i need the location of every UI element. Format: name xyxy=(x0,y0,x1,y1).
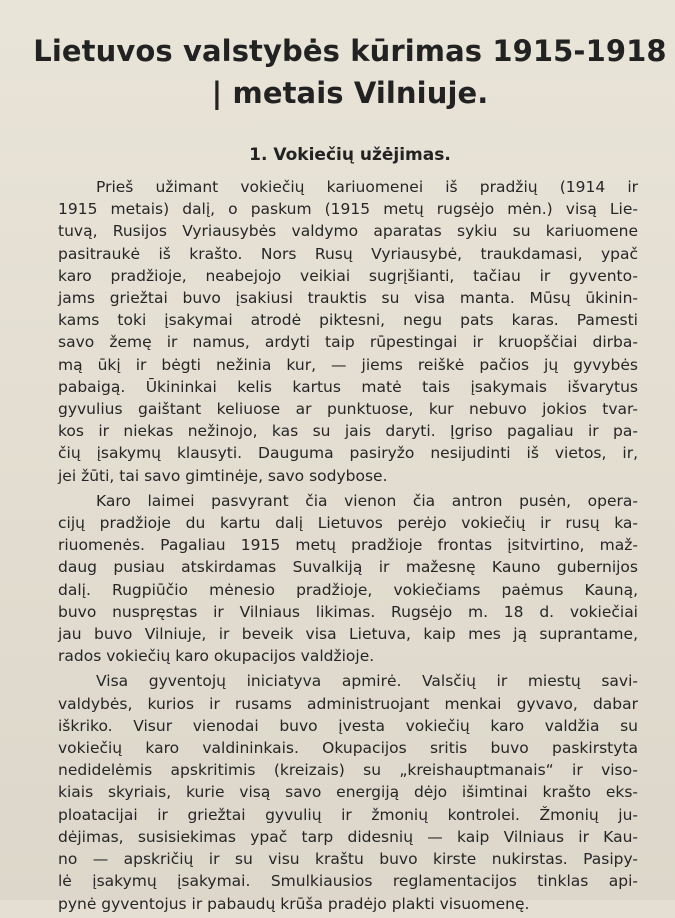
page-title xyxy=(30,30,670,114)
text-line: čių įsakymų klausyti. Dauguma pasiryžo nesijudinti iš vietos, ir, xyxy=(58,444,638,463)
text-line: pynė gyventojus ir pabaudų krūša pradėjo plakti visuomenę. xyxy=(58,894,530,913)
text-line: pasitraukė iš krašto. Nors Rusų Vyriausybė, traukdamasi, ypač xyxy=(58,244,638,263)
text-line: Visa gyventojų iniciatyva apmirė. Valsčių ir miestų savi- xyxy=(96,672,638,691)
text-line: buvo nuspręstas ir Vilniaus likimas. Rugsėjo m. 18 d. vokiečiai xyxy=(58,602,638,621)
text-line: savo žemę ir namus, ardyti taip rūpestingai ir kruopščiai dirba- xyxy=(58,333,638,352)
text-line: mą ūkį ir bėgti nežinia kur, — jiems reiškė pačios jų gyvybės xyxy=(58,355,638,374)
text-line: vokiečių karo valdininkais. Okupacijos sritis buvo paskirstyta xyxy=(58,739,638,758)
text-line: riuomenės. Pagaliau 1915 metų pradžioje frontas įsitvirtino, maž- xyxy=(58,536,638,555)
text-line: kos ir niekas nežinojo, kas su jais daryti. Įgriso pagaliau ir pa- xyxy=(58,422,638,441)
text-line: kams toki įsakymai atrodė piktesni, negu pats karas. Pamesti xyxy=(58,311,638,330)
text-line: Prieš užimant vokiečių kariuomenei iš pradžių (1914 ir xyxy=(96,178,638,196)
text-line: nedidelėmis apskritimis (kreizais) su „kreishauptmanais“ ir viso- xyxy=(58,761,638,780)
text-line: ploatacijai ir griežtai gyvulių ir žmonių kontrolei. Žmonių ju- xyxy=(58,805,638,824)
text-line: karo pradžioje, neabejojo veikiai sugrįšianti, tačiau ir gyvento- xyxy=(58,266,638,285)
paragraph-2 xyxy=(58,490,638,668)
text-line: jau buvo Vilniuje, ir beveik visa Lietuva, kaip mes ją suprantame, xyxy=(58,625,638,644)
title-line-1: Lietuvos valstybės kūrimas 1915-1918 xyxy=(33,34,667,68)
title-line-2: | metais Vilniuje. xyxy=(211,76,489,110)
paragraph-1 xyxy=(58,176,638,487)
text-line: rados vokiečių karo okupacijos valdžioje. xyxy=(58,647,375,666)
text-line: pabaigą. Ūkininkai kelis kartus matė tais įsakymais išvarytus xyxy=(58,377,638,396)
text-line: Karo laimei pasvyrant čia vienon čia antron pusėn, opera- xyxy=(96,491,638,510)
text-line: jams griežtai buvo įsakiusi trauktis su visa manta. Mūsų ūkinin- xyxy=(58,289,638,308)
text-line: dalį. Rugpiūčio mėnesio pradžioje, vokiečiams paėmus Kauną, xyxy=(58,580,638,599)
text-line: no — apskričių ir su visu kraštu buvo kirste nukirstas. Pasipy- xyxy=(58,850,638,869)
text-line: daug pusiau atskirdamas Suvalkiją ir mažesnę Kauno gubernijos xyxy=(58,558,638,577)
text-line: gyvulius gaištant keliuose ar punktuose, kur nebuvo jokios tvar- xyxy=(58,400,638,419)
text-line: dėjimas, susisiekimas ypač tarp didesnių — kaip Vilniaus ir Kau- xyxy=(58,827,638,846)
text-line: iškriko. Visur vienodai buvo įvesta vokiečių karo valdžia su xyxy=(58,716,638,735)
body-text xyxy=(58,176,638,918)
paragraph-3 xyxy=(58,670,638,914)
section-heading: 1. Vokiečių užėjimas. xyxy=(249,145,451,165)
text-line: kiais skyriais, kurie visą savo energiją dėjo išimtinai krašto eks- xyxy=(58,783,638,802)
text-line: lė įsakymų įsakymai. Smulkiausios reglamentacijos tinklas api- xyxy=(58,872,638,891)
text-line: jei žūti, tai savo gimtinėje, savo sodybose. xyxy=(58,466,388,485)
text-line: valdybės, kurios ir rusams administruojant menkai gyvavo, dabar xyxy=(58,694,638,713)
text-line: cijų pradžioje du kartu dalį Lietuvos perėjo vokiečių ir rusų ka- xyxy=(58,514,638,533)
text-line: 1915 metais) dalį, o paskum (1915 metų rugsėjo mėn.) visą Lie- xyxy=(58,200,638,219)
text-line: tuvą, Rusijos Vyriausybės valdymo aparatas sykiu su kariuomene xyxy=(58,222,638,241)
